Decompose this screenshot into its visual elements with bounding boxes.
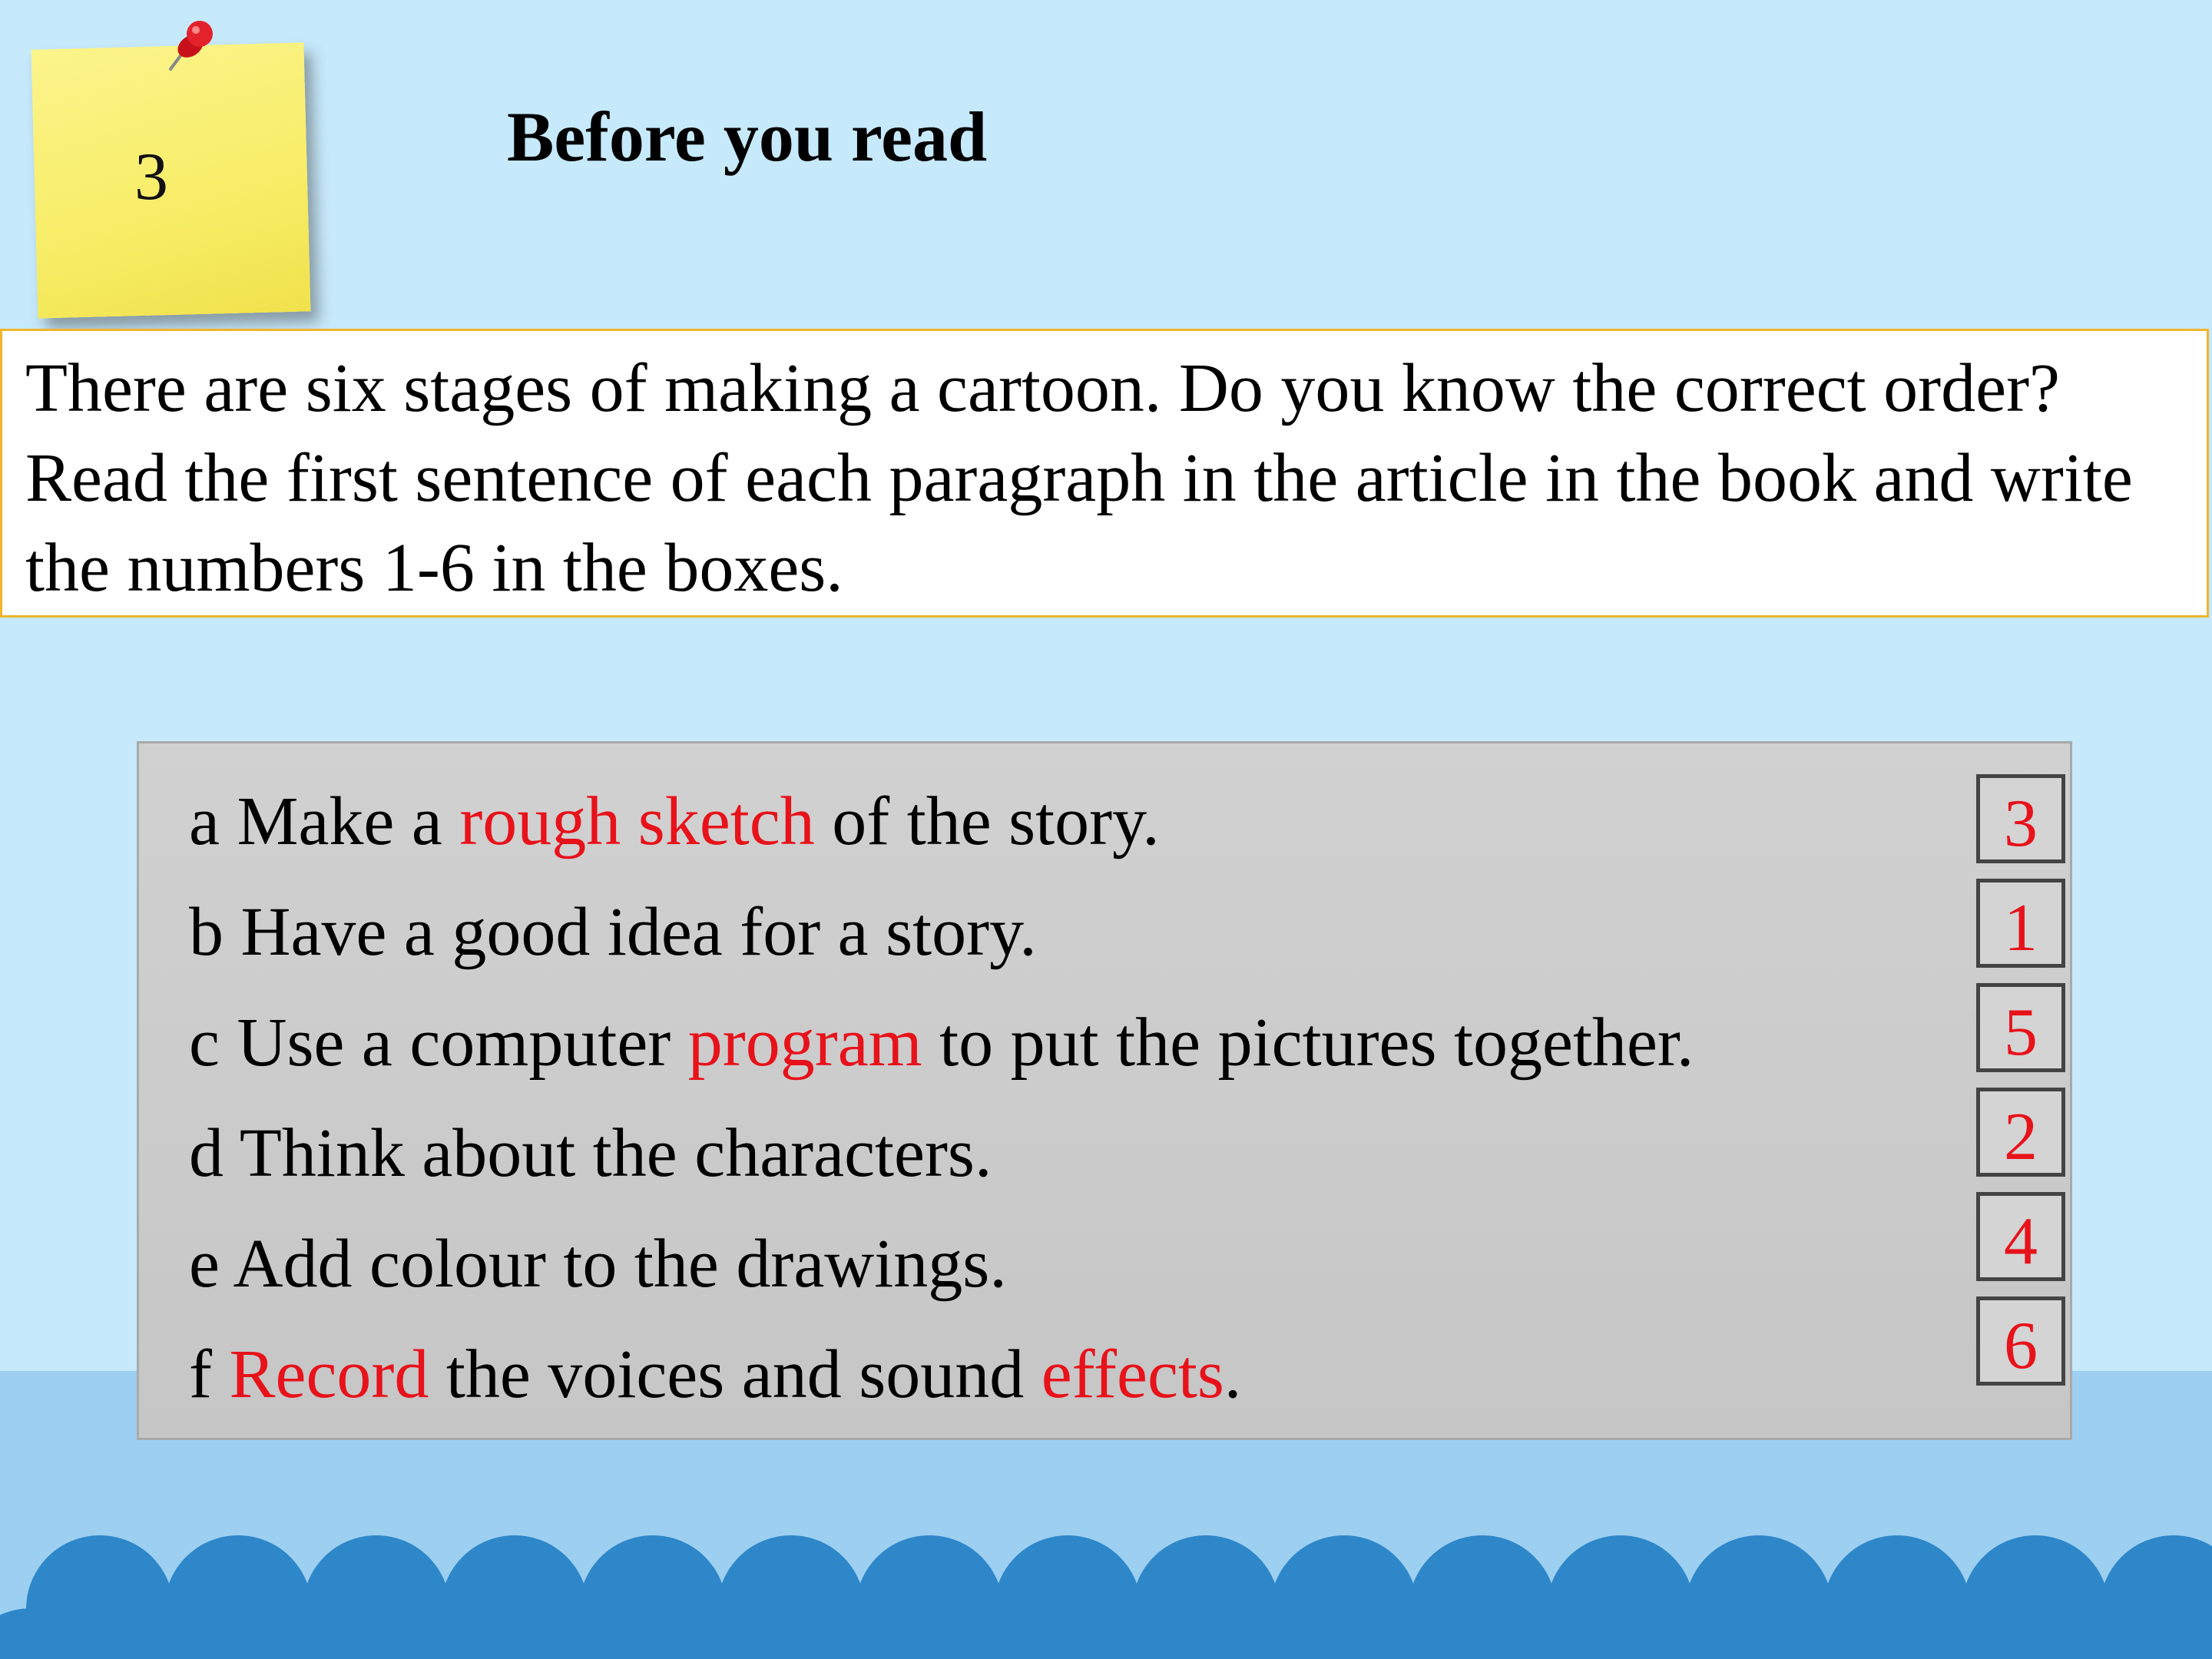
item-text: Make a [237,783,460,859]
answer-box-b[interactable]: 1 [1976,879,2065,968]
answer-box-a[interactable]: 3 [1976,774,2065,863]
item-text: Have a good idea for a story. [240,894,1037,970]
sticky-note [35,46,307,315]
answer-box-f[interactable]: 6 [1976,1296,2065,1386]
activity-panel [137,741,2072,1440]
list-item-b [189,894,1037,971]
list-item-f [189,1336,1241,1413]
instruction-text: There are six stages of making a cartoon. Do you know the correct order? Read the first sentence of each paragraph in the article in the book and write the numbers 1-6 in the boxes. [25,350,2133,606]
list-item-d [189,1115,992,1192]
list-item-a [189,783,1160,860]
answer-box-d[interactable]: 2 [1976,1088,2065,1177]
sticky-note-number: 3 [134,140,168,214]
item-text: . [1224,1336,1242,1412]
list-item-c [189,1005,1694,1081]
item-keyword: effects [1041,1336,1224,1412]
item-letter: a [189,783,220,859]
item-text: to put the pictures together. [922,1005,1694,1081]
answer-box-c[interactable]: 5 [1976,983,2065,1072]
item-letter: d [189,1115,224,1191]
wave-decoration [0,1475,2212,1659]
item-letter: f [189,1336,212,1412]
item-text: Add colour to the drawings. [233,1226,1007,1302]
item-text: of the story. [814,783,1160,859]
list-item-e [189,1226,1007,1303]
item-letter: b [189,894,224,970]
instruction-box [0,329,2209,618]
item-text: Think about the characters. [239,1115,992,1191]
item-letter: e [189,1226,220,1302]
item-keyword: rough sketch [459,783,815,859]
push-pin-icon [154,15,223,84]
item-letter: c [189,1005,220,1081]
answer-box-e[interactable]: 4 [1976,1192,2065,1281]
item-text: Use a computer [237,1005,688,1081]
item-text: the voices and sound [429,1336,1041,1412]
page-title: Before you read [507,98,988,176]
item-keyword: program [687,1005,922,1081]
item-keyword: Record [229,1336,429,1412]
